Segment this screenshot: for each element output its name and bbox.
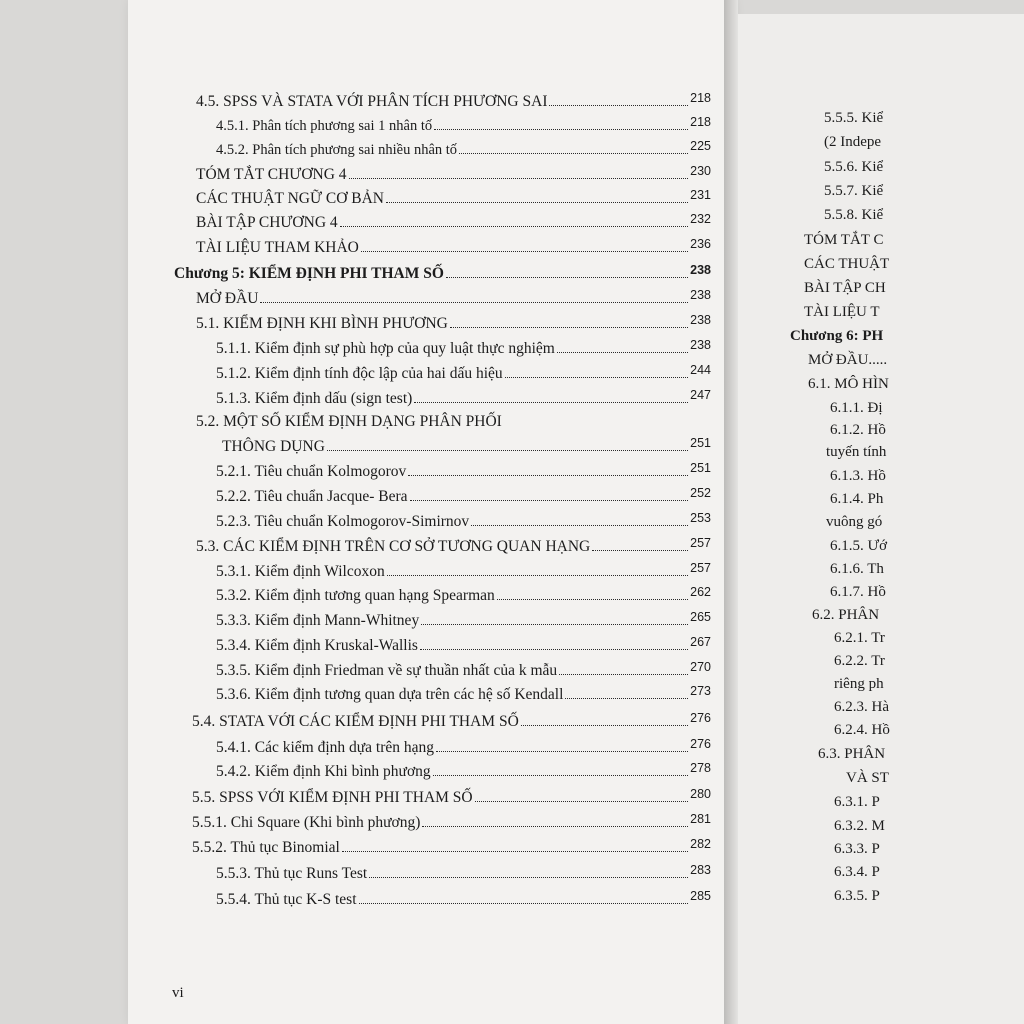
toc-entry: 5.3.5. Kiểm định Friedman về sự thuần nhất của k mẫu 270: [216, 660, 711, 679]
toc-entry: 5.3.6. Kiểm định tương quan dựa trên các hệ số Kendall 273: [216, 684, 711, 703]
toc-entry: 5.3.1. Kiểm định Wilcoxon 257: [216, 561, 711, 580]
toc-entry: 5.1.1. Kiểm định sự phù hợp của quy luật thực nghiệm 238: [216, 338, 711, 357]
toc-entry: MỞ ĐẦU 238: [196, 288, 711, 307]
page-number: vi: [172, 985, 184, 1001]
toc-entry: TÓM TẮT CHƯƠNG 4 230: [196, 164, 711, 183]
toc-entry: 5.5.4. Thủ tục K-S test 285: [216, 889, 711, 908]
toc-entry-right: (2 Indepe: [824, 134, 882, 150]
toc-entry: 5.5.3. Thủ tục Runs Test 283: [216, 863, 711, 882]
toc-entry-right: 5.5.8. Kiể: [824, 207, 884, 223]
toc-entry-right: tuyến tính: [826, 444, 887, 460]
toc-entry-right: 6.2.1. Tr: [834, 630, 885, 646]
toc-entry: 5.3. CÁC KIỂM ĐỊNH TRÊN CƠ SỞ TƯƠNG QUAN HẠNG 257: [196, 536, 711, 555]
toc-chapter-heading: Chương 5: KIỂM ĐỊNH PHI THAM SỐ 238: [174, 263, 711, 282]
toc-entry-right: 5.5.7. Kiể: [824, 183, 884, 199]
toc-entry: BÀI TẬP CHƯƠNG 4 232: [196, 212, 711, 231]
toc-entry-right: 6.3. PHÂN: [818, 746, 886, 762]
toc-entry: 5.2.3. Tiêu chuẩn Kolmogorov-Simirnov 253: [216, 511, 711, 530]
toc-entry-right: 6.1. MÔ HÌN: [808, 376, 889, 392]
toc-entry-right: 6.1.4. Ph: [830, 491, 884, 507]
toc-entry: 5.5.1. Chi Square (Khi bình phương) 281: [192, 812, 711, 831]
toc-entry-right: 6.3.1. P: [834, 794, 880, 810]
toc-entry: 5.1. KIỂM ĐỊNH KHI BÌNH PHƯƠNG 238: [196, 313, 711, 332]
toc-entry: 5.3.2. Kiểm định tương quan hạng Spearman 262: [216, 585, 711, 604]
toc-entry-right: vuông gó: [826, 514, 883, 530]
toc-entry-right: 6.1.3. Hồ: [830, 468, 886, 484]
toc-entry-right: 6.1.5. Ướ: [830, 538, 888, 554]
toc-entry: 5.1.2. Kiểm định tính độc lập của hai dấu hiệu 244: [216, 363, 711, 382]
toc-entry: 5.3.3. Kiểm định Mann-Whitney 265: [216, 610, 711, 629]
toc-entry-right: MỞ ĐẦU.....: [808, 352, 888, 368]
toc-entry: 5.2.1. Tiêu chuẩn Kolmogorov 251: [216, 461, 711, 480]
toc-entry-right: 6.1.1. Đị: [830, 400, 883, 416]
toc-entry: 5.5.2. Thủ tục Binomial 282: [192, 837, 711, 856]
toc-entry-right: 6.3.2. M: [834, 818, 885, 834]
toc-entry-right: 5.5.6. Kiể: [824, 159, 884, 175]
toc-entry: 5.4.2. Kiểm định Khi bình phương 278: [216, 761, 711, 780]
toc-entry-right: 6.3.5. P: [834, 888, 880, 904]
toc-entry: 5.5. SPSS VỚI KIỂM ĐỊNH PHI THAM SỐ 280: [192, 787, 711, 806]
toc-entry: 4.5.1. Phân tích phương sai 1 nhân tố 218: [216, 115, 711, 134]
toc-entry-right: 6.2.4. Hồ: [834, 722, 890, 738]
toc-entry-right: riêng ph: [834, 676, 884, 692]
toc-entry-right: 6.2.3. Hà: [834, 699, 889, 715]
toc-entry-right: 6.3.4. P: [834, 864, 880, 880]
toc-entry-right: TÓM TẮT C: [804, 232, 884, 248]
toc-entry: 5.4.1. Các kiểm định dựa trên hạng 276: [216, 737, 711, 756]
toc-entry: 5.1.3. Kiểm định dấu (sign test) 247: [216, 388, 711, 407]
toc-entry: 4.5. SPSS VÀ STATA VỚI PHÂN TÍCH PHƯƠNG SAI 218: [196, 91, 711, 110]
toc-entry-continuation: THÔNG DỤNG 251: [222, 436, 711, 455]
toc-entry-right: VÀ ST: [846, 770, 889, 786]
toc-entry: 5.4. STATA VỚI CÁC KIỂM ĐỊNH PHI THAM SỐ 276: [192, 711, 711, 730]
toc-chapter-heading-right: Chương 6: PH: [790, 328, 884, 344]
toc-entry-right: 5.5.5. Kiể: [824, 110, 884, 126]
toc-entry-right: 6.2.2. Tr: [834, 653, 885, 669]
toc-entry: 5.2.2. Tiêu chuẩn Jacque- Bera 252: [216, 486, 711, 505]
toc-entry-right: 6.2. PHÂN: [812, 607, 880, 623]
toc-entry: CÁC THUẬT NGỮ CƠ BẢN 231: [196, 188, 711, 207]
toc-entry-right: 6.1.6. Th: [830, 561, 884, 577]
toc-entry-right: CÁC THUẬT: [804, 256, 890, 272]
toc-entry: TÀI LIỆU THAM KHẢO 236: [196, 237, 711, 256]
toc-entry-right: TÀI LIỆU T: [804, 304, 880, 320]
toc-entry: 5.3.4. Kiểm định Kruskal-Wallis 267: [216, 635, 711, 654]
toc-entry: 5.2. MỘT SỐ KIỂM ĐỊNH DẠNG PHÂN PHỐI: [196, 413, 502, 430]
toc-entry: 4.5.2. Phân tích phương sai nhiều nhân tố 225: [216, 139, 711, 158]
toc-entry-right: 6.3.3. P: [834, 841, 880, 857]
toc-entry-right: 6.1.7. Hồ: [830, 584, 886, 600]
toc-entry-right: BÀI TẬP CH: [804, 280, 886, 296]
toc-entry-right: 6.1.2. Hồ: [830, 422, 886, 438]
